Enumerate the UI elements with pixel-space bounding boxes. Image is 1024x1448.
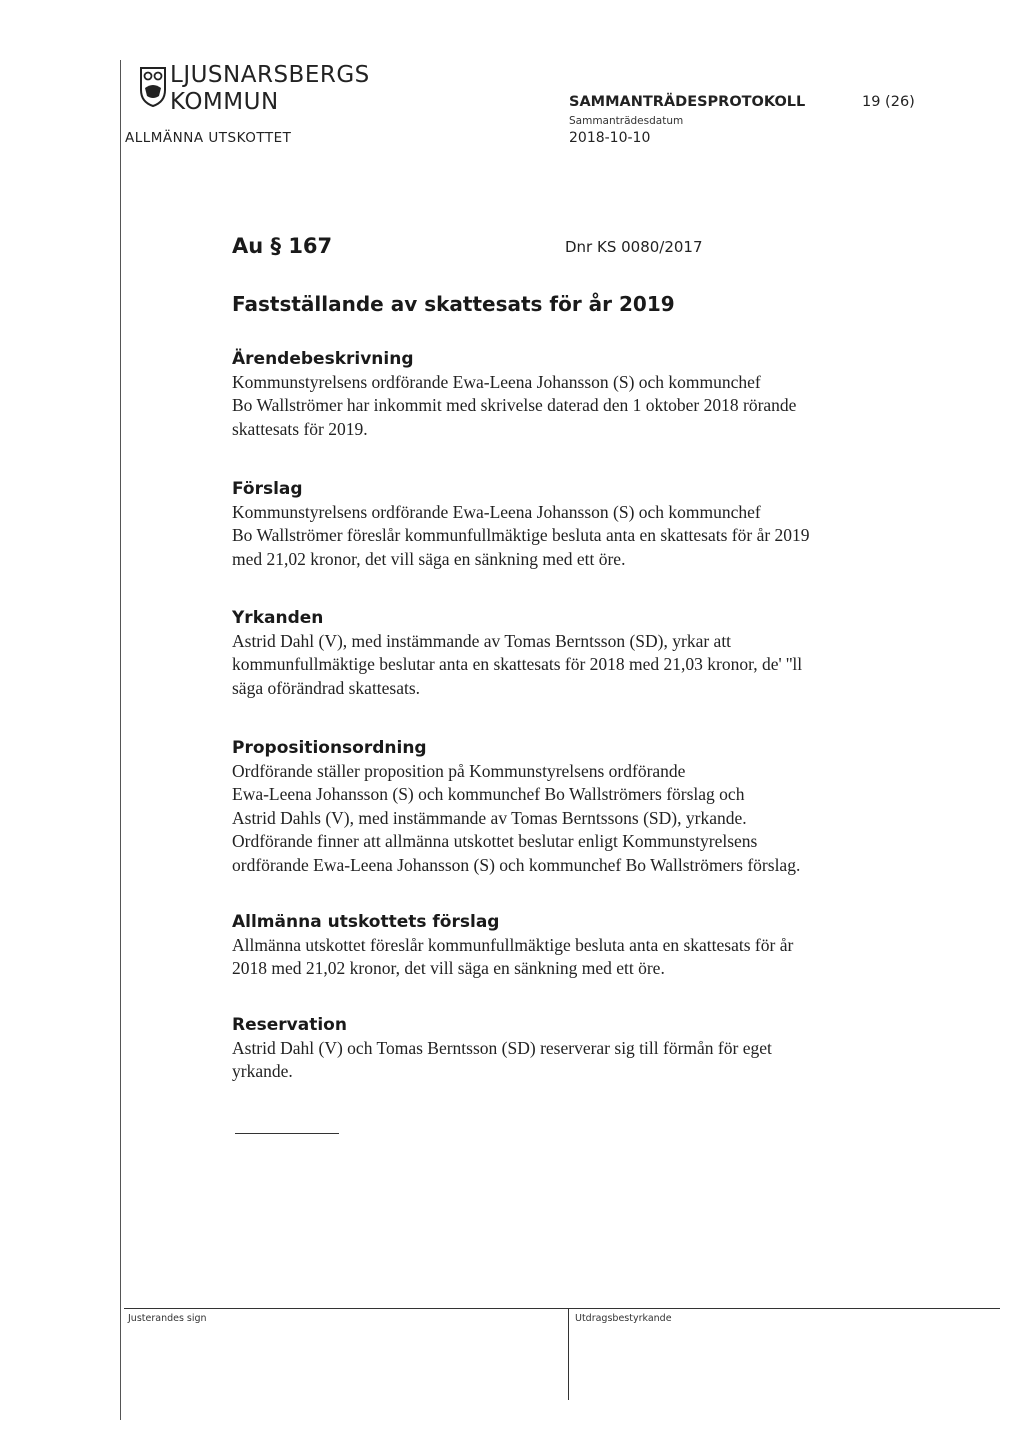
signature-label: Justerandes sign (128, 1313, 207, 1324)
meeting-date-label: Sammanträdesdatum (569, 115, 684, 127)
section-heading: Propositionsordning (232, 738, 427, 758)
section-order-of-proposals (232, 737, 932, 877)
page-number: 19 (26) (862, 94, 915, 110)
municipal-crest-icon (139, 66, 167, 108)
item-title: Fastställande av skattesats för år 2019 (232, 292, 675, 316)
section-motions (232, 607, 932, 700)
section-text: Astrid Dahl (V) och Tomas Berntsson (SD) reserverar sig till förmån för eget yrkande. (232, 1038, 772, 1082)
section-committee-proposal (232, 911, 932, 981)
paragraph-number: Au § 167 (232, 234, 333, 258)
section-heading: Reservation (232, 1015, 347, 1035)
section-text: Astrid Dahl (V), med instämmande av Tomas Berntsson (SD), yrkar att kommunfullmäktige beslutar anta en skattesats för 2018 med 21,03 kronor, de' ''ll säga oförändrad skattesats. (232, 631, 803, 698)
section-text: Kommunstyrelsens ordförande Ewa-Leena Johansson (S) och kommunchef Bo Wallströmer har inkommit med skrivelse daterad den 1 oktober 2018 rörande skattesats för 2019. (232, 372, 797, 439)
left-margin-line (120, 60, 121, 1420)
organization-name (170, 62, 370, 116)
footer-line (124, 1308, 1000, 1309)
committee-name: ALLMÄNNA UTSKOTTET (125, 130, 292, 146)
document-type: SAMMANTRÄDESPROTOKOLL (569, 94, 806, 110)
section-heading: Ärendebeskrivning (232, 349, 414, 369)
section-reservation (232, 1014, 932, 1084)
section-heading: Yrkanden (232, 608, 324, 628)
section-proposal (232, 478, 932, 571)
section-description (232, 348, 932, 441)
organization-name-line1: LJUSNARSBERGS (170, 62, 370, 88)
footer-divider (568, 1308, 569, 1400)
section-text: Allmänna utskottet föreslår kommunfullmäktige besluta anta en skattesats för år 2018 med 21,02 kronor, det vill säga en sänkning med ett öre. (232, 935, 794, 979)
section-text: Kommunstyrelsens ordförande Ewa-Leena Johansson (S) och kommunchef Bo Wallströmer föreslår kommunfullmäktige besluta anta en skattesats för år 2019 med 21,02 kronor, det vill säga en sänkning med ett öre. (232, 502, 810, 569)
section-heading: Allmänna utskottets förslag (232, 912, 500, 932)
organization-name-line2: KOMMUN (170, 89, 279, 115)
end-rule (235, 1133, 339, 1134)
meeting-date: 2018-10-10 (569, 130, 651, 146)
section-text: Ordförande ställer proposition på Kommunstyrelsens ordförande Ewa-Leena Johansson (S) och kommunchef Bo Wallströmers förslag och Astrid Dahls (V), med instämmande av Tomas Berntssons (SD), yrkande. Ordförande finner att allmänna utskottet beslutar enligt Kommunstyrelsens ordförande Ewa-Leena Johansson (S) och kommunchef Bo Wallströmers förslag. (232, 761, 801, 875)
diary-number: Dnr KS 0080/2017 (565, 238, 703, 256)
section-heading: Förslag (232, 479, 303, 499)
excerpt-certification-label: Utdragsbestyrkande (575, 1313, 672, 1324)
